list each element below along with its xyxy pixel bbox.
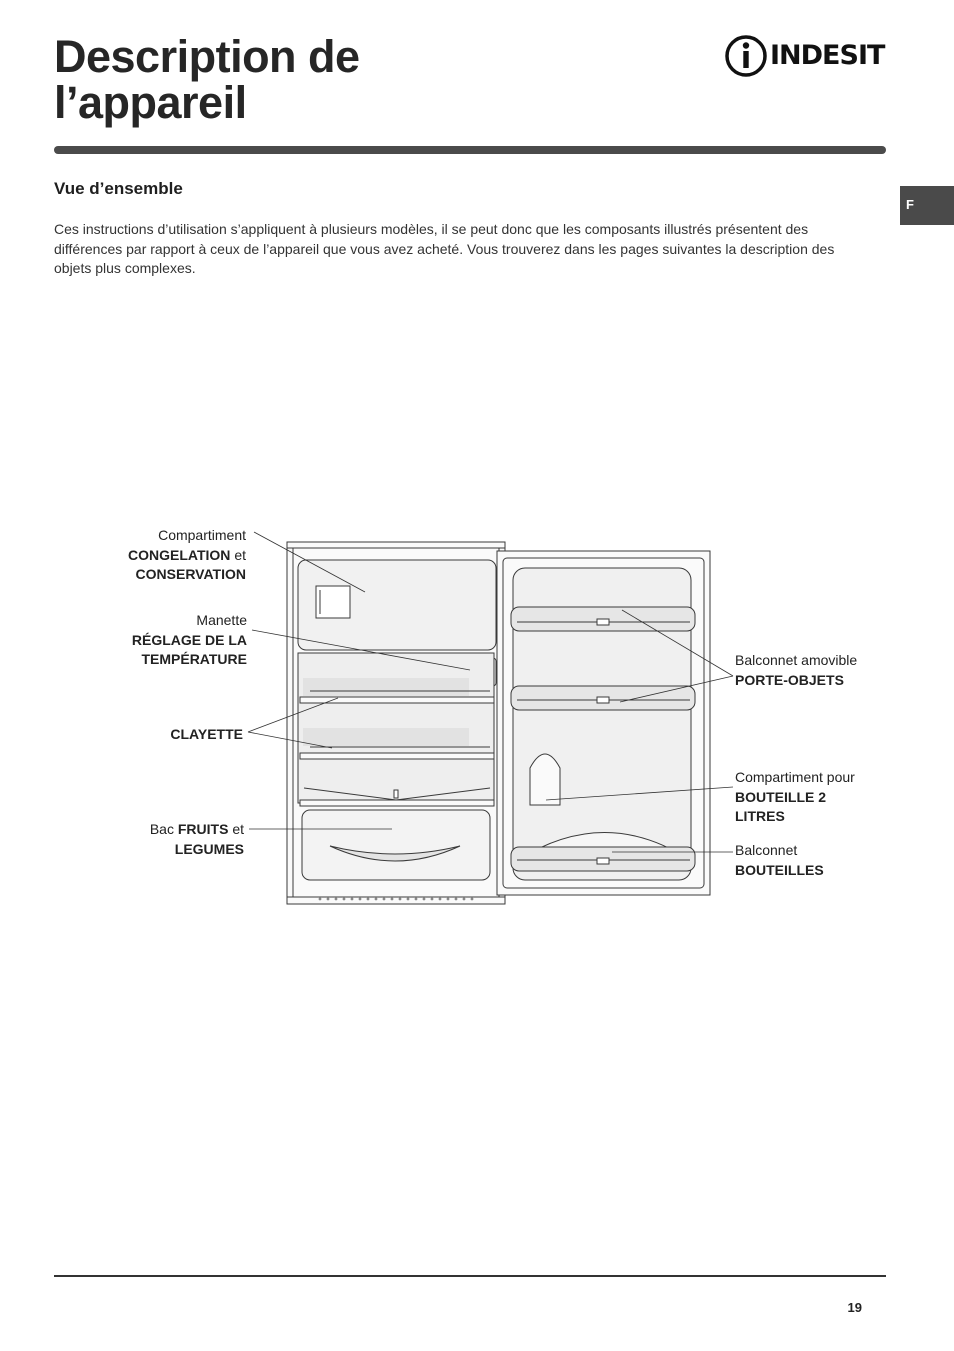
door-shelf-lower: [511, 686, 695, 710]
label-bottle-shelf-line1: Balconnet: [735, 842, 798, 858]
label-bottle-shelf-bold1: BOUTEILLES: [735, 861, 824, 878]
label-crisper-pre: Bac: [149, 821, 174, 837]
crisper-drawer: [302, 810, 490, 880]
label-bottle-holder-line1: Compartiment pour: [735, 769, 855, 785]
label-shelf: [100, 725, 243, 745]
label-freezer-bold1: CONGELATION: [128, 546, 231, 563]
bottle-holder: [530, 754, 560, 805]
label-freezer-and: et: [234, 546, 246, 563]
label-bottle-holder-bold2: LITRES: [735, 808, 785, 824]
label-freezer-compartment: [100, 526, 246, 585]
page-number: 19: [847, 1300, 862, 1315]
label-crisper: [100, 820, 244, 859]
label-bottle-shelf: [735, 841, 925, 880]
label-door-shelf: [735, 651, 925, 690]
label-crisper-bold2: LEGUMES: [174, 840, 244, 857]
language-tab: F: [900, 186, 954, 225]
label-door-shelf-line1: Balconnet amovible: [735, 652, 858, 668]
page-title-line-1: Description de: [54, 31, 360, 82]
label-door-shelf-bold1: PORTE-OBJETS: [735, 671, 844, 688]
brand-wordmark: INDESIT: [770, 40, 885, 71]
label-bottle-holder-bold1: BOUTEILLE 2: [735, 788, 827, 805]
label-shelf-bold1: CLAYETTE: [170, 726, 243, 742]
freezer-compartment: [298, 560, 496, 650]
footer-rule: [54, 1275, 886, 1277]
label-crisper-and: et: [232, 821, 244, 837]
label-freezer-bold2: CONSERVATION: [135, 566, 246, 582]
page-title-line-2: l’appareil: [54, 77, 247, 128]
label-thermostat-bold2: TEMPÉRATURE: [141, 651, 247, 667]
door-shelf-upper: [511, 607, 695, 631]
fridge-interior: [298, 653, 494, 803]
label-thermostat: [100, 611, 247, 670]
label-freezer-line1: Compartiment: [158, 527, 246, 543]
label-thermostat-line1: Manette: [196, 612, 247, 628]
section-title: Vue d’ensemble: [54, 179, 183, 198]
label-crisper-bold1: FRUITS: [177, 821, 229, 837]
label-bottle-holder: [735, 768, 925, 827]
label-thermostat-bold1: RÉGLAGE DE LA: [131, 631, 247, 648]
intro-paragraph: Ces instructions d’utilisation s’appliquent à plusieurs modèles, il se peut donc que les composants illustrés présentent des différences par rapport à ceux de l’appareil que vous avez acheté. Vous trouverez dans les pages suivantes la description des objets plus complexes.: [54, 221, 835, 276]
